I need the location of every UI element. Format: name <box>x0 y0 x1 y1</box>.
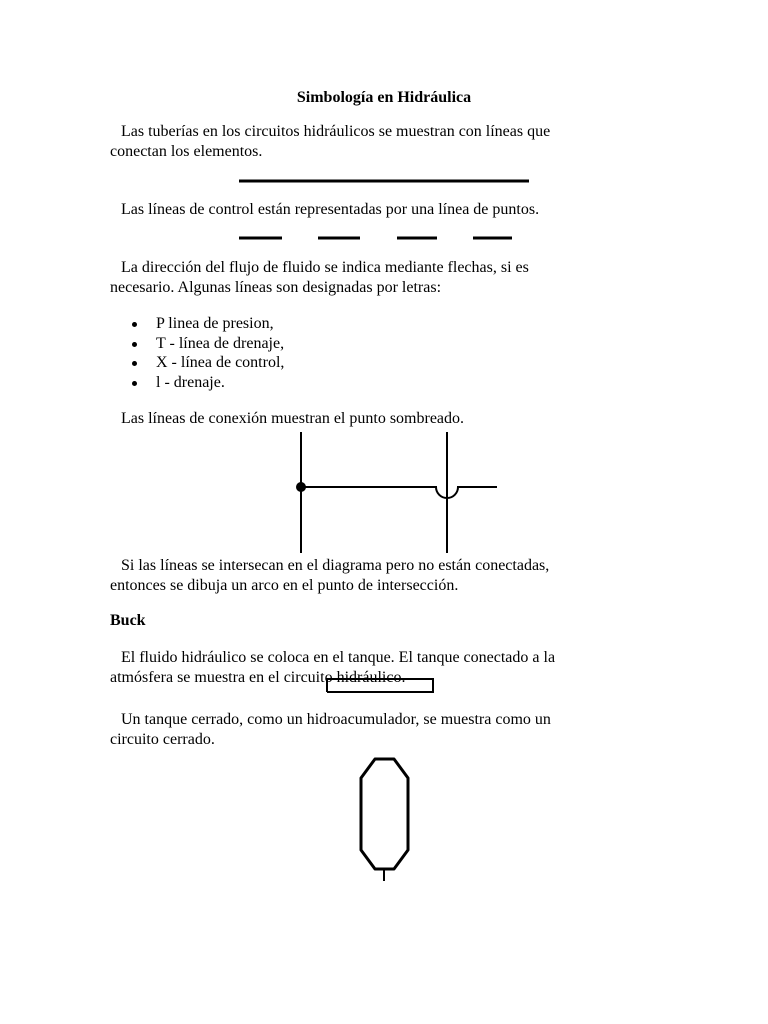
paragraph-flow-line1: La dirección del flujo de fluido se indica mediante flechas, si es <box>121 259 529 276</box>
paragraph-intersection-line2: entonces se dibuja un arco en el punto de intersección. <box>110 577 459 594</box>
paragraph-intersection-line1: Si las líneas se intersecan en el diagrama pero no están conectadas, <box>121 557 550 574</box>
paragraph-tank-line1: El fluido hidráulico se coloca en el tanque. El tanque conectado a la <box>121 649 556 666</box>
closed-tank-accumulator-icon <box>361 759 408 881</box>
accumulator-body <box>361 759 408 869</box>
paragraph-control-lines: Las líneas de control están representadas por una línea de puntos. <box>121 201 540 218</box>
line-letter-list <box>110 314 284 392</box>
list-item <box>110 373 284 393</box>
bullet-icon <box>132 361 137 366</box>
paragraph-flow-line2: necesario. Algunas líneas son designadas por letras: <box>110 279 442 296</box>
list-item-text: X - línea de control, <box>156 354 285 371</box>
bullet-icon <box>132 322 137 327</box>
list-item <box>110 314 284 334</box>
list-item-text: T - línea de drenaje, <box>156 334 285 352</box>
horizontal-line-with-arc <box>301 487 497 498</box>
list-item-text: l - drenaje. <box>156 373 225 391</box>
heading-buck: Buck <box>110 612 146 629</box>
paragraph-connection: Las líneas de conexión muestran el punto sombreado. <box>121 410 465 427</box>
bullet-icon <box>132 342 137 347</box>
line-connection-diagram <box>296 432 497 553</box>
paragraph-pipes-line1: Las tuberías en los circuitos hidráulicos se muestran con líneas que <box>121 123 551 140</box>
bullet-icon <box>132 381 137 386</box>
list-item <box>110 353 284 373</box>
paragraph-closed-tank-line1: Un tanque cerrado, como un hidroacumulador, se muestra como un <box>121 711 551 728</box>
page-title: Simbología en Hidráulica <box>296 89 472 106</box>
list-item-text: P linea de presion, <box>156 315 274 332</box>
paragraph-closed-tank-line2: circuito cerrado. <box>110 731 215 748</box>
list-item <box>110 334 284 354</box>
connection-dot-icon <box>296 482 306 492</box>
paragraph-pipes-line2: conectan los elementos. <box>110 143 263 160</box>
paragraph-tank-line2: atmósfera se muestra en el circuito hidráulico. <box>110 669 406 686</box>
